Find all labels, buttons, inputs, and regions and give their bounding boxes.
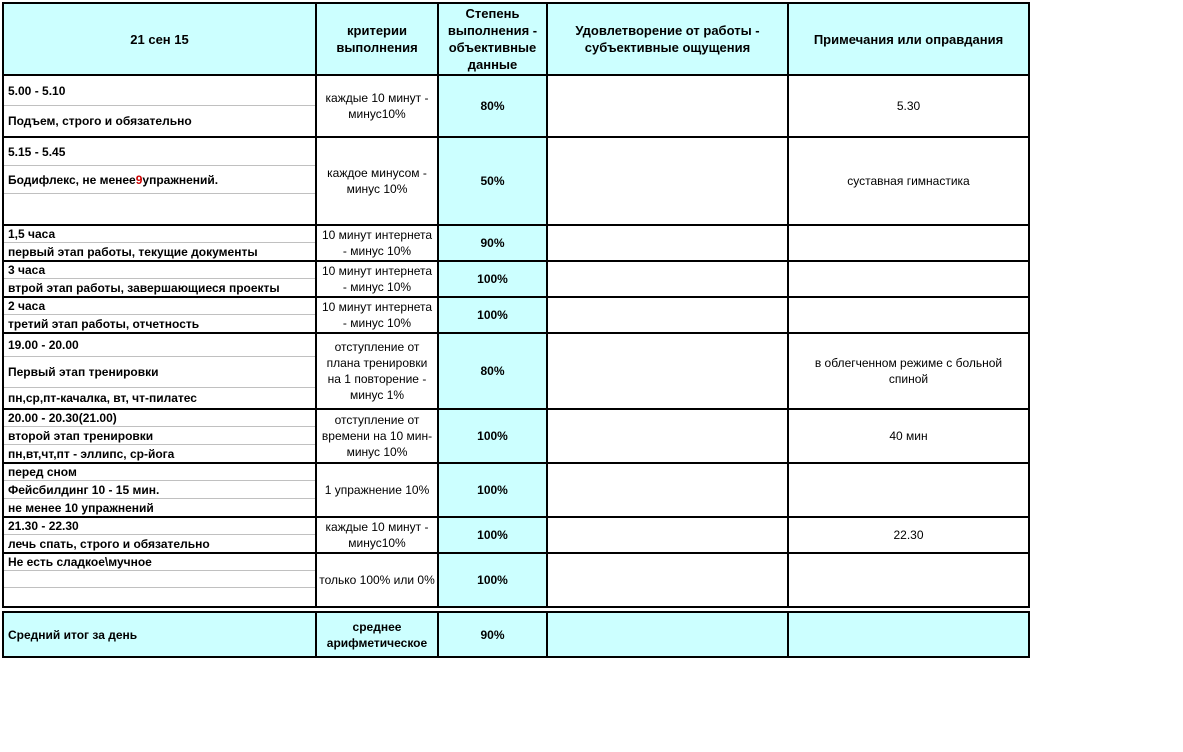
notes-cell xyxy=(788,297,1029,333)
degree-cell: 100% xyxy=(438,261,547,297)
satisfaction-cell xyxy=(547,553,788,607)
satisfaction-cell xyxy=(547,137,788,225)
degree-cell: 100% xyxy=(438,517,547,553)
activity-line: третий этап работы, отчетность xyxy=(8,316,200,331)
schedule-table xyxy=(2,2,1030,608)
activity-cell xyxy=(3,463,316,517)
degree-cell: 80% xyxy=(438,75,547,137)
satisfaction-cell xyxy=(547,297,788,333)
schedule-body xyxy=(3,75,1029,607)
notes-cell xyxy=(788,553,1029,607)
activity-cell xyxy=(3,297,316,333)
summary-degree: 90% xyxy=(438,612,547,657)
activity-line: первый этап работы, текущие документы xyxy=(8,244,258,259)
activity-cell xyxy=(3,75,316,137)
activity-line: Фейсбилдинг 10 - 15 мин. xyxy=(4,481,315,499)
criteria-cell: 10 минут интернета - минус 10% xyxy=(316,261,438,297)
satisfaction-cell xyxy=(547,261,788,297)
header-criteria: критерии выполнения xyxy=(316,3,438,75)
degree-cell: 100% xyxy=(438,297,547,333)
degree-cell: 100% xyxy=(438,553,547,607)
activity-line: Подъем, строго и обязательно xyxy=(8,114,192,128)
satisfaction-cell xyxy=(547,75,788,137)
degree-cell: 80% xyxy=(438,333,547,409)
activity-line: 5.00 - 5.10 xyxy=(4,76,315,106)
schedule-row xyxy=(3,75,1029,137)
activity-line: пн,вт,чт,пт - эллипс, ср-йога xyxy=(8,446,175,461)
activity-line xyxy=(4,588,315,606)
satisfaction-cell xyxy=(547,517,788,553)
summary-label: Средний итог за день xyxy=(3,612,316,657)
schedule-row xyxy=(3,409,1029,463)
criteria-cell: 1 упражнение 10% xyxy=(316,463,438,517)
header-row xyxy=(3,3,1029,75)
schedule-row xyxy=(3,261,1029,297)
schedule-row xyxy=(3,517,1029,553)
notes-cell xyxy=(788,261,1029,297)
activity-line: 21.30 - 22.30 xyxy=(4,518,315,535)
activity-line: втрой этап работы, завершающиеся проекты xyxy=(8,280,280,295)
activity-line: 2 часа xyxy=(4,298,315,315)
activity-line xyxy=(4,571,315,588)
degree-cell: 90% xyxy=(438,225,547,261)
criteria-cell: 10 минут интернета - минус 10% xyxy=(316,297,438,333)
notes-cell: 40 мин xyxy=(788,409,1029,463)
notes-cell: 22.30 xyxy=(788,517,1029,553)
summary-notes xyxy=(788,612,1029,657)
activity-cell xyxy=(3,261,316,297)
activity-cell xyxy=(3,553,316,607)
summary-satisfaction xyxy=(547,612,788,657)
activity-line: 19.00 - 20.00 xyxy=(4,334,315,357)
activity-line: второй этап тренировки xyxy=(4,427,315,445)
header-satisfaction: Удовлетворение от работы - субъективные ощущения xyxy=(547,3,788,75)
schedule-row xyxy=(3,463,1029,517)
activity-line: Первый этап тренировки xyxy=(4,357,315,388)
activity-line: 5.15 - 5.45 xyxy=(4,138,315,166)
schedule-row xyxy=(3,137,1029,225)
header-notes: Примечания или оправдания xyxy=(788,3,1029,75)
header-degree: Степень выполнения - объективные данные xyxy=(438,3,547,75)
activity-cell xyxy=(3,517,316,553)
satisfaction-cell xyxy=(547,409,788,463)
activity-line: лечь спать, строго и обязательно xyxy=(8,536,210,551)
satisfaction-cell xyxy=(547,225,788,261)
activity-line: Не есть сладкое\мучное xyxy=(4,554,315,571)
satisfaction-cell xyxy=(547,333,788,409)
summary-row xyxy=(3,612,1029,657)
schedule-row xyxy=(3,333,1029,409)
degree-cell: 100% xyxy=(438,409,547,463)
criteria-cell: 10 минут интернета - минус 10% xyxy=(316,225,438,261)
activity-line: не менее 10 упражнений xyxy=(8,500,154,515)
summary-criteria: среднее арифметическое xyxy=(316,612,438,657)
activity-line: Бодифлекс, не менее 9 упражнений. xyxy=(4,166,315,194)
activity-line: 20.00 - 20.30(21.00) xyxy=(4,410,315,427)
degree-cell: 100% xyxy=(438,463,547,517)
criteria-cell: отступление от плана тренировки на 1 повторение - минус 1% xyxy=(316,333,438,409)
activity-line xyxy=(4,194,315,224)
activity-line: 3 часа xyxy=(4,262,315,279)
schedule-row xyxy=(3,553,1029,607)
activity-cell xyxy=(3,333,316,409)
degree-cell: 50% xyxy=(438,137,547,225)
notes-cell: суставная гимнастика xyxy=(788,137,1029,225)
activity-line: 1,5 часа xyxy=(4,226,315,243)
header-date: 21 сен 15 xyxy=(3,3,316,75)
notes-cell: в облегченном режиме с больной спиной xyxy=(788,333,1029,409)
schedule-row xyxy=(3,225,1029,261)
activity-cell xyxy=(3,409,316,463)
activity-line: перед сном xyxy=(4,464,315,481)
satisfaction-cell xyxy=(547,463,788,517)
criteria-cell: каждые 10 минут - минус10% xyxy=(316,517,438,553)
highlighted-number: 9 xyxy=(135,172,143,187)
notes-cell: 5.30 xyxy=(788,75,1029,137)
summary-table xyxy=(2,611,1030,658)
criteria-cell: только 100% или 0% xyxy=(316,553,438,607)
activity-cell xyxy=(3,137,316,225)
criteria-cell: каждое минусом - минус 10% xyxy=(316,137,438,225)
criteria-cell: каждые 10 минут - минус10% xyxy=(316,75,438,137)
notes-cell xyxy=(788,463,1029,517)
notes-cell xyxy=(788,225,1029,261)
activity-line: пн,ср,пт-качалка, вт, чт-пилатес xyxy=(8,391,197,405)
activity-cell xyxy=(3,225,316,261)
criteria-cell: отступление от времени на 10 мин- минус 10% xyxy=(316,409,438,463)
schedule-row xyxy=(3,297,1029,333)
